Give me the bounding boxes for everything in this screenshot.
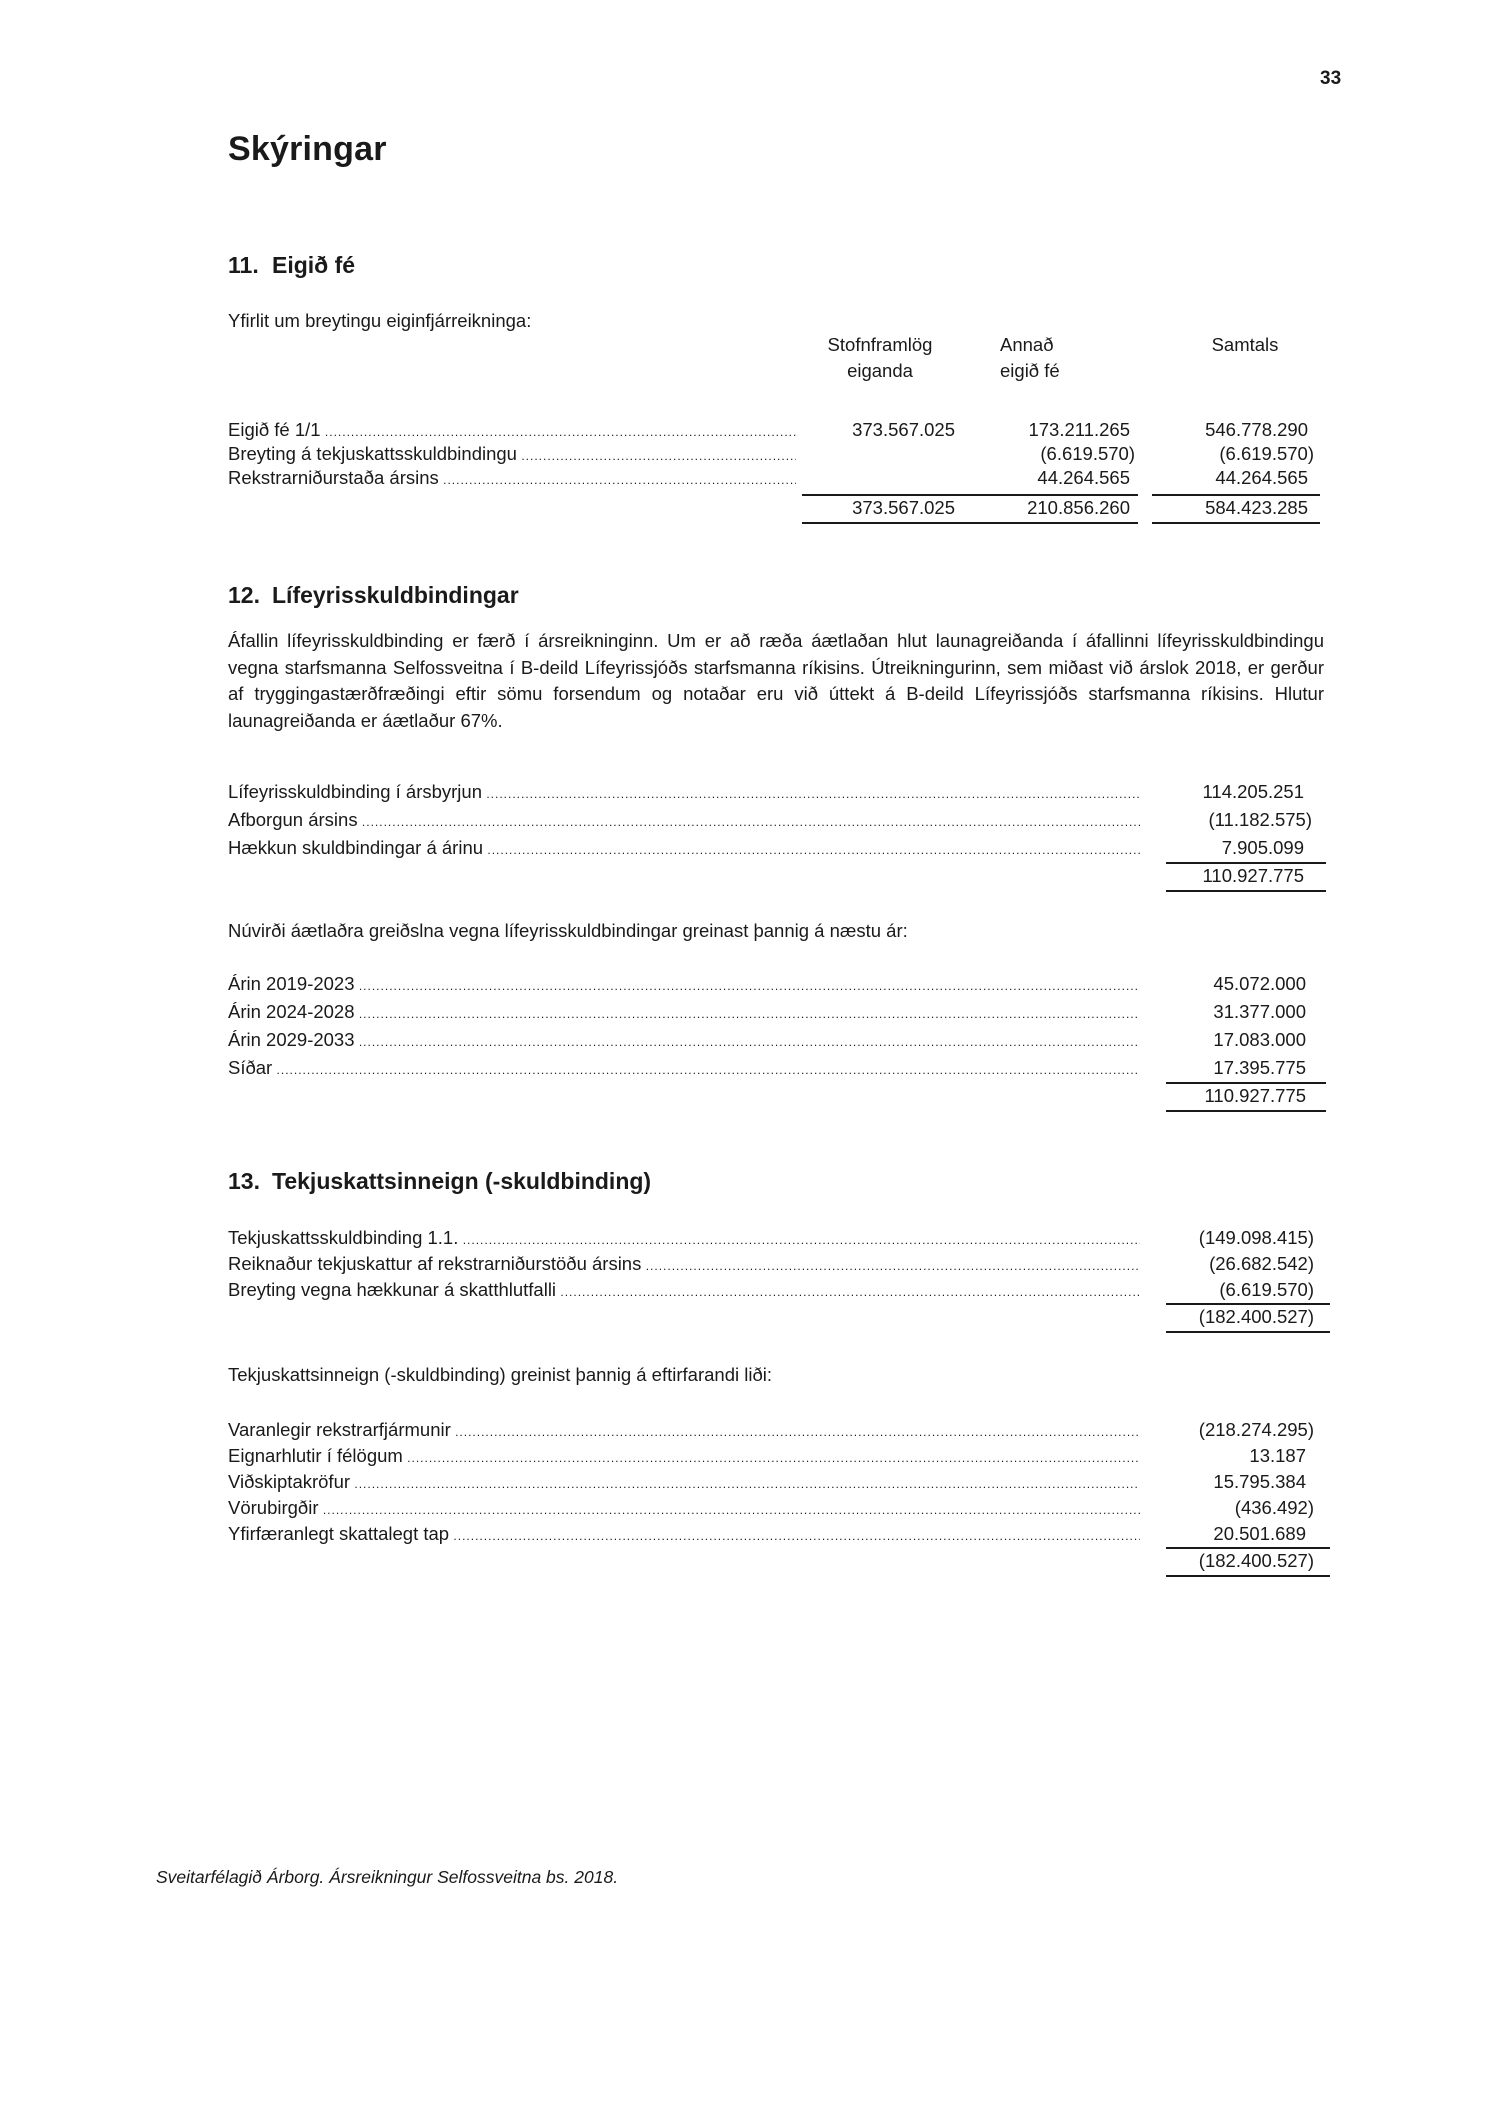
- equity-cell: (6.619.570): [1219, 443, 1314, 464]
- equity-cell: 44.264.565: [1037, 467, 1130, 488]
- pension-row-label: Lífeyrisskuldbinding í ársbyrjun .....: [228, 780, 1140, 806]
- section-12-paragraph: Áfallin lífeyrisskuldbinding er færð í ársreikninginn. Um er að ræða áætlaðan hlut launagreiðanda í áfallinni lífeyrisskuldbindingu vegna starfsmanna Selfossveitna í B-deild Lífeyrissjóðs starfsmanna ríkisins. Útreikningurinn, sem miðast við árslok 2018, er gerður af tryggingastærðfræðingi eftir sömu forsendum og notaðar eru við úttekt á B-deild Lífeyrissjóðs starfsmanna ríkisins. Hlutur launagreiðanda er áætlaður 67%.: [228, 630, 1324, 731]
- pv-value: 17.395.775: [1213, 1057, 1306, 1078]
- breakdown-row-label: Yfirfæranlegt skattalegt tap .....: [228, 1522, 1140, 1548]
- breakdown-row-label: Viðskiptakröfur .....: [228, 1470, 1140, 1496]
- breakdown-row-label: Eignarhlutir í félögum .....: [228, 1444, 1140, 1470]
- equity-total: 584.423.285: [1205, 497, 1308, 518]
- column-header-annad-eigid-fe: Annað eigið fé: [1000, 334, 1060, 381]
- breakdown-value: 20.501.689: [1213, 1523, 1306, 1544]
- tax-row-label: Reiknaður tekjuskattur af rekstrarniðurstöðu ársins .....: [228, 1252, 1140, 1278]
- breakdown-total: (182.400.527): [1198, 1550, 1314, 1571]
- breakdown-value: (436.492): [1234, 1497, 1314, 1518]
- column-header-stofnframlog: Stofnframlög eiganda: [827, 334, 933, 381]
- breakdown-value: 15.795.384: [1213, 1471, 1306, 1492]
- pv-intro: Núvirði áætlaðra greiðslna vegna lífeyrisskuldbindingar greinast þannig á næstu ár:: [228, 920, 908, 941]
- tax-value: (26.682.542): [1209, 1253, 1314, 1274]
- equity-cell: 546.778.290: [1205, 419, 1308, 440]
- breakdown-value: 13.187: [1249, 1445, 1306, 1466]
- pension-row-label: Afborgun ársins .....: [228, 808, 1140, 834]
- total-rule: [1152, 522, 1320, 524]
- pv-row-label: Árin 2024-2028 .....: [228, 1000, 1140, 1026]
- tax-value: (149.098.415): [1198, 1227, 1314, 1248]
- section-title: Tekjuskattsinneign (-skuldbinding): [272, 1168, 652, 1194]
- total-rule: [1166, 890, 1326, 892]
- equity-total: 210.856.260: [1027, 497, 1130, 518]
- pv-total: 110.927.775: [1204, 1085, 1306, 1106]
- pv-row-label: Árin 2029-2033 .....: [228, 1028, 1140, 1054]
- total-rule: [1166, 1110, 1326, 1112]
- equity-cell: (6.619.570): [1040, 443, 1135, 464]
- equity-total: 373.567.025: [852, 497, 955, 518]
- section-13-heading: [228, 1168, 651, 1195]
- total-rule: [802, 522, 1138, 524]
- section-11-heading: [228, 252, 355, 279]
- section-number: 12.: [228, 582, 260, 608]
- breakdown-intro: Tekjuskattsinneign (-skuldbinding) greinist þannig á eftirfarandi liði:: [228, 1364, 772, 1385]
- breakdown-row-label: Vörubirgðir .....: [228, 1496, 1140, 1522]
- pension-value: 7.905.099: [1221, 837, 1304, 858]
- pv-value: 31.377.000: [1213, 1001, 1306, 1022]
- pv-row-label: Árin 2019-2023 .....: [228, 972, 1140, 998]
- equity-cell: 44.264.565: [1215, 467, 1308, 488]
- tax-total: (182.400.527): [1198, 1306, 1314, 1327]
- equity-cell: 373.567.025: [852, 419, 955, 440]
- tax-row-label: Tekjuskattsskuldbinding 1.1. .....: [228, 1226, 1140, 1252]
- pension-value: (11.182.575): [1208, 809, 1312, 830]
- equity-row-label: Eigið fé 1/1 .....: [228, 418, 796, 444]
- page-title: Skýringar: [228, 130, 387, 168]
- equity-row-label: Rekstrarniðurstaða ársins .....: [228, 466, 796, 492]
- breakdown-row-label: Varanlegir rekstrarfjármunir .....: [228, 1418, 1140, 1444]
- column-header-samtals: Samtals: [1211, 334, 1279, 355]
- section-title: Eigið fé: [272, 252, 356, 278]
- pv-value: 17.083.000: [1213, 1029, 1306, 1050]
- pv-row-label: Síðar .....: [228, 1056, 1140, 1082]
- equity-row-label: Breyting á tekjuskattsskuldbindingu .....: [228, 442, 796, 468]
- section-number: 11.: [228, 252, 259, 278]
- page-footer: Sveitarfélagið Árborg. Ársreikningur Selfossveitna bs. 2018.: [156, 1867, 619, 1887]
- equity-cell: 173.211.265: [1028, 419, 1130, 440]
- breakdown-value: (218.274.295): [1198, 1419, 1314, 1440]
- tax-value: (6.619.570): [1219, 1279, 1314, 1300]
- pension-value: 114.205.251: [1202, 781, 1304, 802]
- total-rule: [1166, 1331, 1330, 1333]
- section-number: 13.: [228, 1168, 260, 1194]
- tax-row-label: Breyting vegna hækkunar á skatthlutfalli .....: [228, 1278, 1140, 1304]
- pension-total: 110.927.775: [1202, 865, 1304, 886]
- section-title: Lífeyrisskuldbindingar: [272, 582, 519, 608]
- pension-row-label: Hækkun skuldbindingar á árinu .....: [228, 836, 1140, 862]
- page-number: 33: [1320, 68, 1342, 89]
- section-12-heading: [228, 582, 519, 609]
- pv-value: 45.072.000: [1213, 973, 1306, 994]
- section-11-intro: Yfirlit um breytingu eiginfjárreikninga:: [228, 310, 532, 331]
- total-rule: [1166, 1575, 1330, 1577]
